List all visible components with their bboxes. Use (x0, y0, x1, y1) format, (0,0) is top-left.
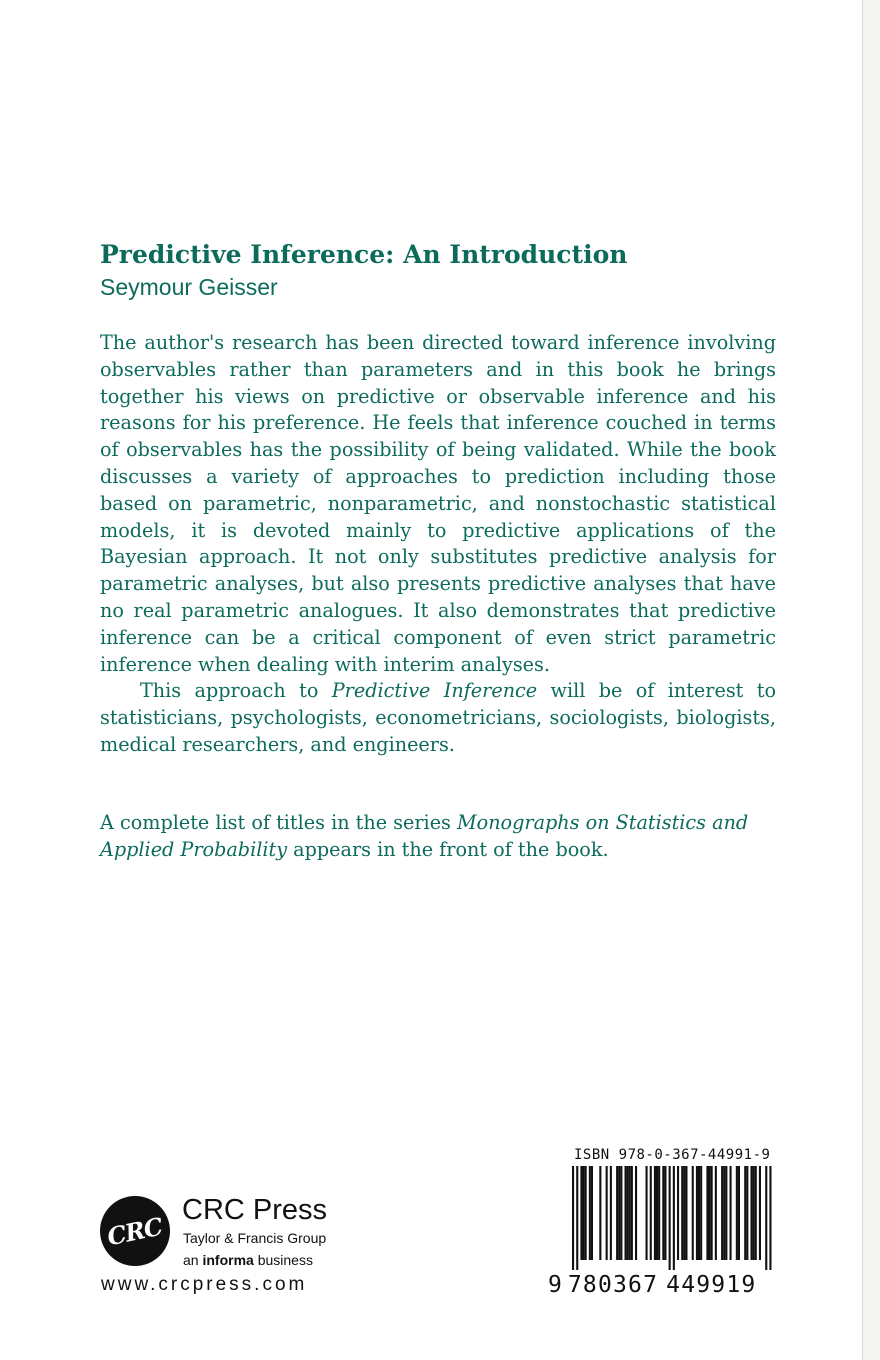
barcode-bar (669, 1166, 671, 1270)
barcode-bar (662, 1166, 664, 1260)
informa-brand: informa (202, 1252, 254, 1268)
barcode-bar (618, 1166, 620, 1260)
barcode-bar (738, 1166, 740, 1260)
barcode-bar (759, 1166, 761, 1260)
barcode-bar (585, 1166, 587, 1260)
barcode-bar (599, 1166, 601, 1260)
barcode-digit-group-2: 449919 (666, 1272, 757, 1298)
barcode-bar (620, 1166, 622, 1260)
series-note-end: appears in the front of the book. (287, 837, 609, 861)
series-note (100, 810, 790, 864)
barcode-bar (715, 1166, 717, 1260)
barcode-digit-first: 9 (548, 1272, 562, 1298)
barcode-bar (576, 1166, 578, 1270)
crc-logo (100, 1196, 170, 1266)
informa-post: business (253, 1252, 313, 1268)
barcode-bar (627, 1166, 629, 1260)
barcode-bar (706, 1166, 708, 1260)
isbn-label: ISBN 978-0-367-44991-9 (574, 1147, 771, 1163)
barcode-bar (616, 1166, 618, 1260)
publisher-name: CRC Press (182, 1194, 328, 1226)
barcode-bar (753, 1166, 755, 1260)
barcode-bar (681, 1166, 683, 1260)
barcode-bar (650, 1166, 652, 1260)
book-author: Seymour Geisser (100, 274, 278, 300)
barcode-bar (683, 1166, 685, 1260)
barcode-bar (658, 1166, 660, 1260)
barcode-bar (721, 1166, 723, 1260)
blurb (100, 330, 776, 759)
series-name: Monographs on Statistics and Applied Probability (100, 811, 749, 861)
blurb-paragraph-2-start: This approach to (140, 679, 332, 703)
barcode-bar (711, 1166, 713, 1260)
blurb-paragraph-2-end: will be of interest to statisticians, psychologists, econometricians, sociologists, biologists, medical researchers, and engineers. (100, 679, 776, 756)
barcode-bar (572, 1166, 574, 1270)
barcode-bar (765, 1166, 767, 1270)
barcode-bar (755, 1166, 757, 1260)
barcode-image (572, 1166, 782, 1270)
barcode-bar (635, 1166, 637, 1260)
barcode-bar (580, 1166, 582, 1260)
blurb-paragraph-1: The author's research has been directed toward inference involving observables rather than parameters and in this book he brings together his views on predictive or observable inference and his reasons for his preference. He feels that inference couched in terms of observables has the possibility of being validated. While the book discusses a variety of approaches to prediction including those based on parametric, nonparametric, and nonstochastic statistical models, it is devoted mainly to predictive applications of the Bayesian approach. It not only substitutes predictive analysis for parametric analyses, but also presents predictive analyses that have no real parametric analogues. It also demonstrates that predictive inference can be a critical component of even strict parametric inference when dealing with interim analyses. (100, 331, 776, 676)
blurb-paragraph-2 (100, 678, 776, 758)
crc-logo-text: CRC (105, 1211, 165, 1251)
barcode-bar (744, 1166, 746, 1260)
barcode-bar (746, 1166, 748, 1260)
spine-fold-line (862, 0, 863, 1360)
blurb-paragraph-2-emphasis: Predictive Inference (331, 679, 538, 703)
barcode-bar (700, 1166, 702, 1260)
barcode-bar (606, 1166, 608, 1260)
barcode-bar (589, 1166, 591, 1260)
barcode-bar (730, 1166, 732, 1260)
barcode-bar (692, 1166, 694, 1260)
barcode-bar (677, 1166, 679, 1260)
series-note-start: A complete list of titles in the series (100, 811, 457, 834)
barcode-bar (696, 1166, 698, 1260)
book-title: Predictive Inference: An Introduction (100, 240, 628, 269)
spine-edge (862, 0, 880, 1360)
barcode-bar (591, 1166, 593, 1260)
barcode-bar (646, 1166, 648, 1260)
barcode-bar (583, 1166, 585, 1260)
barcode-bar (656, 1166, 658, 1260)
barcode-bar (725, 1166, 727, 1260)
barcode-bar (654, 1166, 656, 1260)
barcode-bar (769, 1166, 771, 1270)
barcode-bar (631, 1166, 633, 1260)
publisher-informa-line (183, 1252, 313, 1268)
barcode-digits (548, 1272, 756, 1298)
informa-pre: an (183, 1252, 203, 1268)
barcode-bar (709, 1166, 711, 1260)
barcode-bar (625, 1166, 627, 1260)
barcode-bar (698, 1166, 700, 1260)
barcode-bar (736, 1166, 738, 1260)
barcode-bar (751, 1166, 753, 1260)
publisher-group: Taylor & Francis Group (183, 1230, 327, 1246)
barcode-bar (673, 1166, 675, 1270)
barcode-bar (723, 1166, 725, 1260)
barcode-digit-group-1: 780367 (567, 1272, 659, 1298)
publisher-website: www.crcpress.com (101, 1274, 308, 1295)
barcode-bar (610, 1166, 612, 1260)
barcode-bar (664, 1166, 666, 1260)
barcode-bar (685, 1166, 687, 1260)
barcode-bar (629, 1166, 631, 1260)
